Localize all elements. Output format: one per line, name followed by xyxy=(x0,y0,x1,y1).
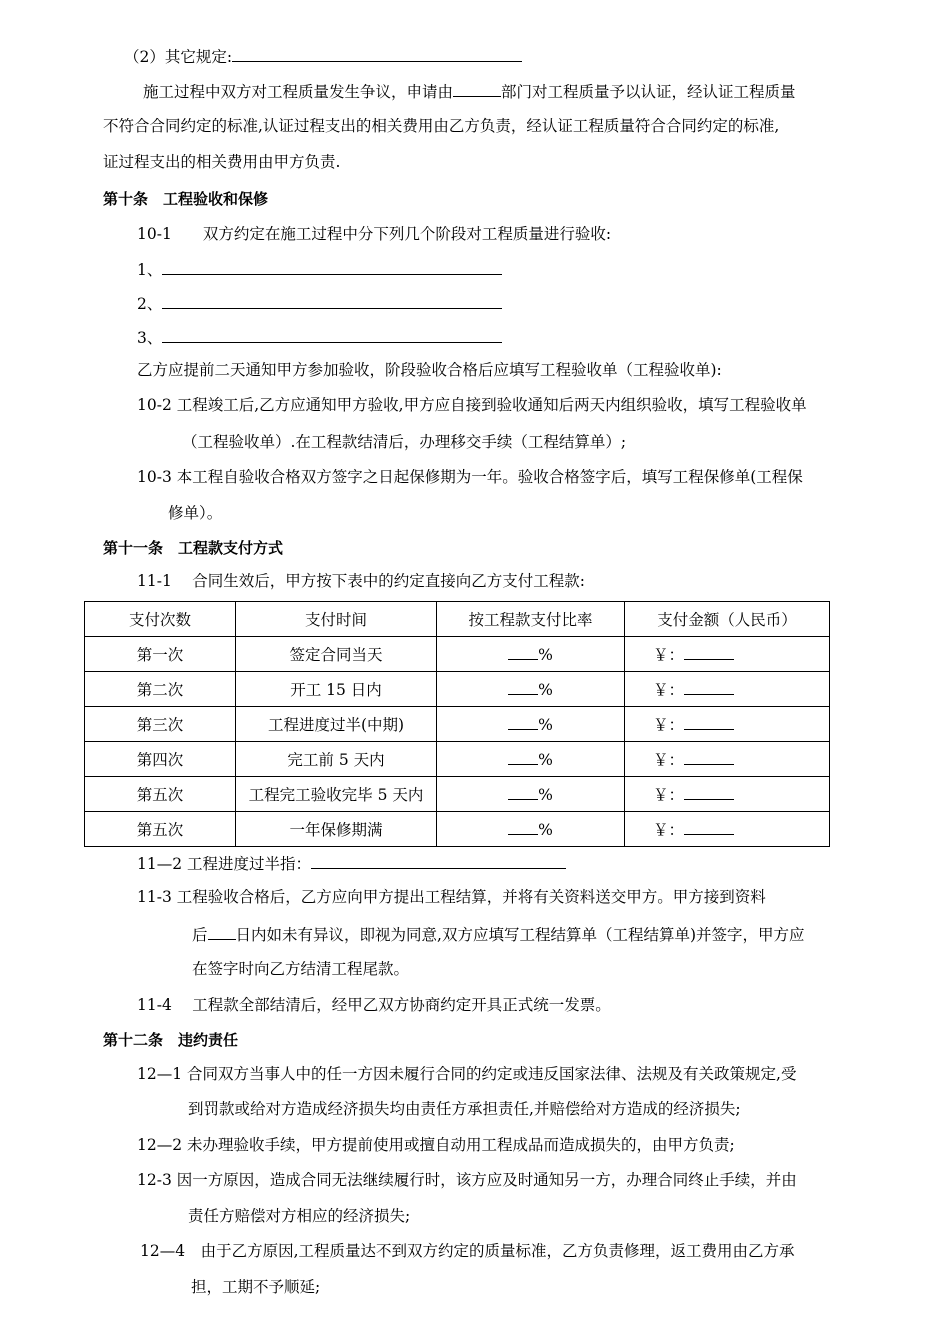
clause-12-1a: 12—1 合同双方当事人中的任一方因未履行合同的约定或违反国家法律、法规及有关政策规定,受 xyxy=(137,1065,797,1083)
table-header-row xyxy=(85,602,830,637)
stage-2-blank xyxy=(162,292,502,309)
payment-time: 签定合同当天 xyxy=(236,637,437,672)
article-10-title: 第十条 工程验收和保修 xyxy=(103,190,269,208)
table-row xyxy=(85,742,830,777)
payment-time: 开工 15 日内 xyxy=(236,672,437,707)
payment-amount: ￥： xyxy=(625,672,830,707)
article-11-title: 第十一条 工程款支付方式 xyxy=(103,539,284,557)
table-row xyxy=(85,637,830,672)
dispute-dept-blank xyxy=(453,80,501,97)
payment-no: 第三次 xyxy=(85,707,236,742)
header-payment-time: 支付时间 xyxy=(236,602,437,637)
clause-10-1: 10-1 双方约定在施工过程中分下列几个阶段对工程质量进行验收: xyxy=(137,225,612,243)
dispute-text-1a: 施工过程中双方对工程质量发生争议，申请由 xyxy=(143,83,454,101)
inspection-notice: 乙方应提前二天通知甲方参加验收，阶段验收合格后应填写工程验收单（工程验收单): xyxy=(137,361,722,379)
other-rules xyxy=(124,45,522,67)
stage-3-label: 3、 xyxy=(137,329,163,347)
table-row xyxy=(85,707,830,742)
payment-ratio: % xyxy=(437,742,625,777)
clause-11-3c: 在签字时向乙方结清工程尾款。 xyxy=(192,960,410,978)
clause-11-3b-text-2: 日内如未有异议，即视为同意,双方应填写工程结算单（工程结算单)并签字，甲方应 xyxy=(235,926,805,944)
clause-11-3a: 11-3 工程验收合格后，乙方应向甲方提出工程结算，并将有关资料送交甲方。甲方接到资料 xyxy=(137,888,766,906)
days-blank xyxy=(208,923,236,940)
payment-time: 工程进度过半(中期) xyxy=(236,707,437,742)
header-payment-ratio: 按工程款支付比率 xyxy=(437,602,625,637)
payment-amount: ￥： xyxy=(625,812,830,847)
clause-12-4b: 担，工期不予顺延; xyxy=(191,1278,321,1296)
payment-table xyxy=(84,601,830,847)
clause-12-3b: 责任方赔偿对方相应的经济损失; xyxy=(188,1207,411,1225)
payment-amount: ￥： xyxy=(625,777,830,812)
clause-10-3a: 10-3 本工程自验收合格双方签字之日起保修期为一年。验收合格签字后，填写工程保修单(工程保 xyxy=(137,468,803,486)
stage-2-label: 2、 xyxy=(137,295,163,313)
clause-12-3a: 12-3 因一方原因，造成合同无法继续履行时，该方应及时通知另一方，办理合同终止手续，并由 xyxy=(137,1171,797,1189)
clause-10-3b: 修单）。 xyxy=(168,504,223,522)
clause-10-2a: 10-2 工程竣工后,乙方应通知甲方验收,甲方应自接到验收通知后两天内组织验收，填写工程验收单 xyxy=(137,396,807,414)
payment-no: 第五次 xyxy=(85,812,236,847)
header-payment-amount: 支付金额（人民币） xyxy=(625,602,830,637)
clause-11-4: 11-4 工程款全部结清后，经甲乙双方协商约定开具正式统一发票。 xyxy=(137,996,611,1014)
clause-11-3b xyxy=(192,923,805,945)
clause-11-2 xyxy=(137,852,566,874)
payment-amount: ￥： xyxy=(625,707,830,742)
clause-11-1: 11-1 合同生效后，甲方按下表中的约定直接向乙方支付工程款: xyxy=(137,572,585,590)
payment-time: 完工前 5 天内 xyxy=(236,742,437,777)
payment-ratio: % xyxy=(437,812,625,847)
clause-10-2b: （工程验收单）.在工程款结清后，办理移交手续（工程结算单）; xyxy=(182,433,627,451)
progress-definition-blank xyxy=(311,852,566,869)
payment-ratio: % xyxy=(437,777,625,812)
article-12-title: 第十二条 违约责任 xyxy=(103,1031,239,1049)
stage-3-blank xyxy=(162,326,502,343)
payment-time: 工程完工验收完毕 5 天内 xyxy=(236,777,437,812)
dispute-text-2: 不符合合同约定的标准,认证过程支出的相关费用由乙方负责，经认证工程质量符合合同约定的标准, xyxy=(103,117,780,135)
clause-12-1b: 到罚款或给对方造成经济损失均由责任方承担责任,并赔偿给对方造成的经济损失; xyxy=(188,1100,741,1118)
table-row xyxy=(85,672,830,707)
payment-no: 第四次 xyxy=(85,742,236,777)
payment-time: 一年保修期满 xyxy=(236,812,437,847)
other-rules-blank xyxy=(232,45,522,62)
clause-12-2: 12—2 未办理验收手续，甲方提前使用或擅自动用工程成品而造成损失的，由甲方负责; xyxy=(137,1136,735,1154)
dispute-text-1b: 部门对工程质量予以认证，经认证工程质量 xyxy=(501,83,796,101)
inspection-stage-3 xyxy=(137,326,502,348)
dispute-text-3: 证过程支出的相关费用由甲方负责. xyxy=(103,153,341,171)
payment-ratio: % xyxy=(437,637,625,672)
clause-11-2-text: 11—2 工程进度过半指： xyxy=(137,855,312,873)
header-payment-no: 支付次数 xyxy=(85,602,236,637)
table-row xyxy=(85,777,830,812)
payment-ratio: % xyxy=(437,707,625,742)
payment-no: 第五次 xyxy=(85,777,236,812)
payment-no: 第一次 xyxy=(85,637,236,672)
other-rules-label: （2）其它规定: xyxy=(124,48,233,66)
stage-1-label: 1、 xyxy=(137,261,163,279)
payment-no: 第二次 xyxy=(85,672,236,707)
stage-1-blank xyxy=(162,258,502,275)
payment-ratio: % xyxy=(437,672,625,707)
clause-11-3b-text-1: 后 xyxy=(192,926,208,944)
inspection-stage-2 xyxy=(137,292,502,314)
inspection-stage-1 xyxy=(137,258,502,280)
table-row xyxy=(85,812,830,847)
payment-amount: ￥： xyxy=(625,637,830,672)
payment-amount: ￥： xyxy=(625,742,830,777)
clause-12-4a: 12—4 由于乙方原因,工程质量达不到双方约定的质量标准，乙方负责修理，返工费用由乙方承 xyxy=(140,1242,795,1260)
